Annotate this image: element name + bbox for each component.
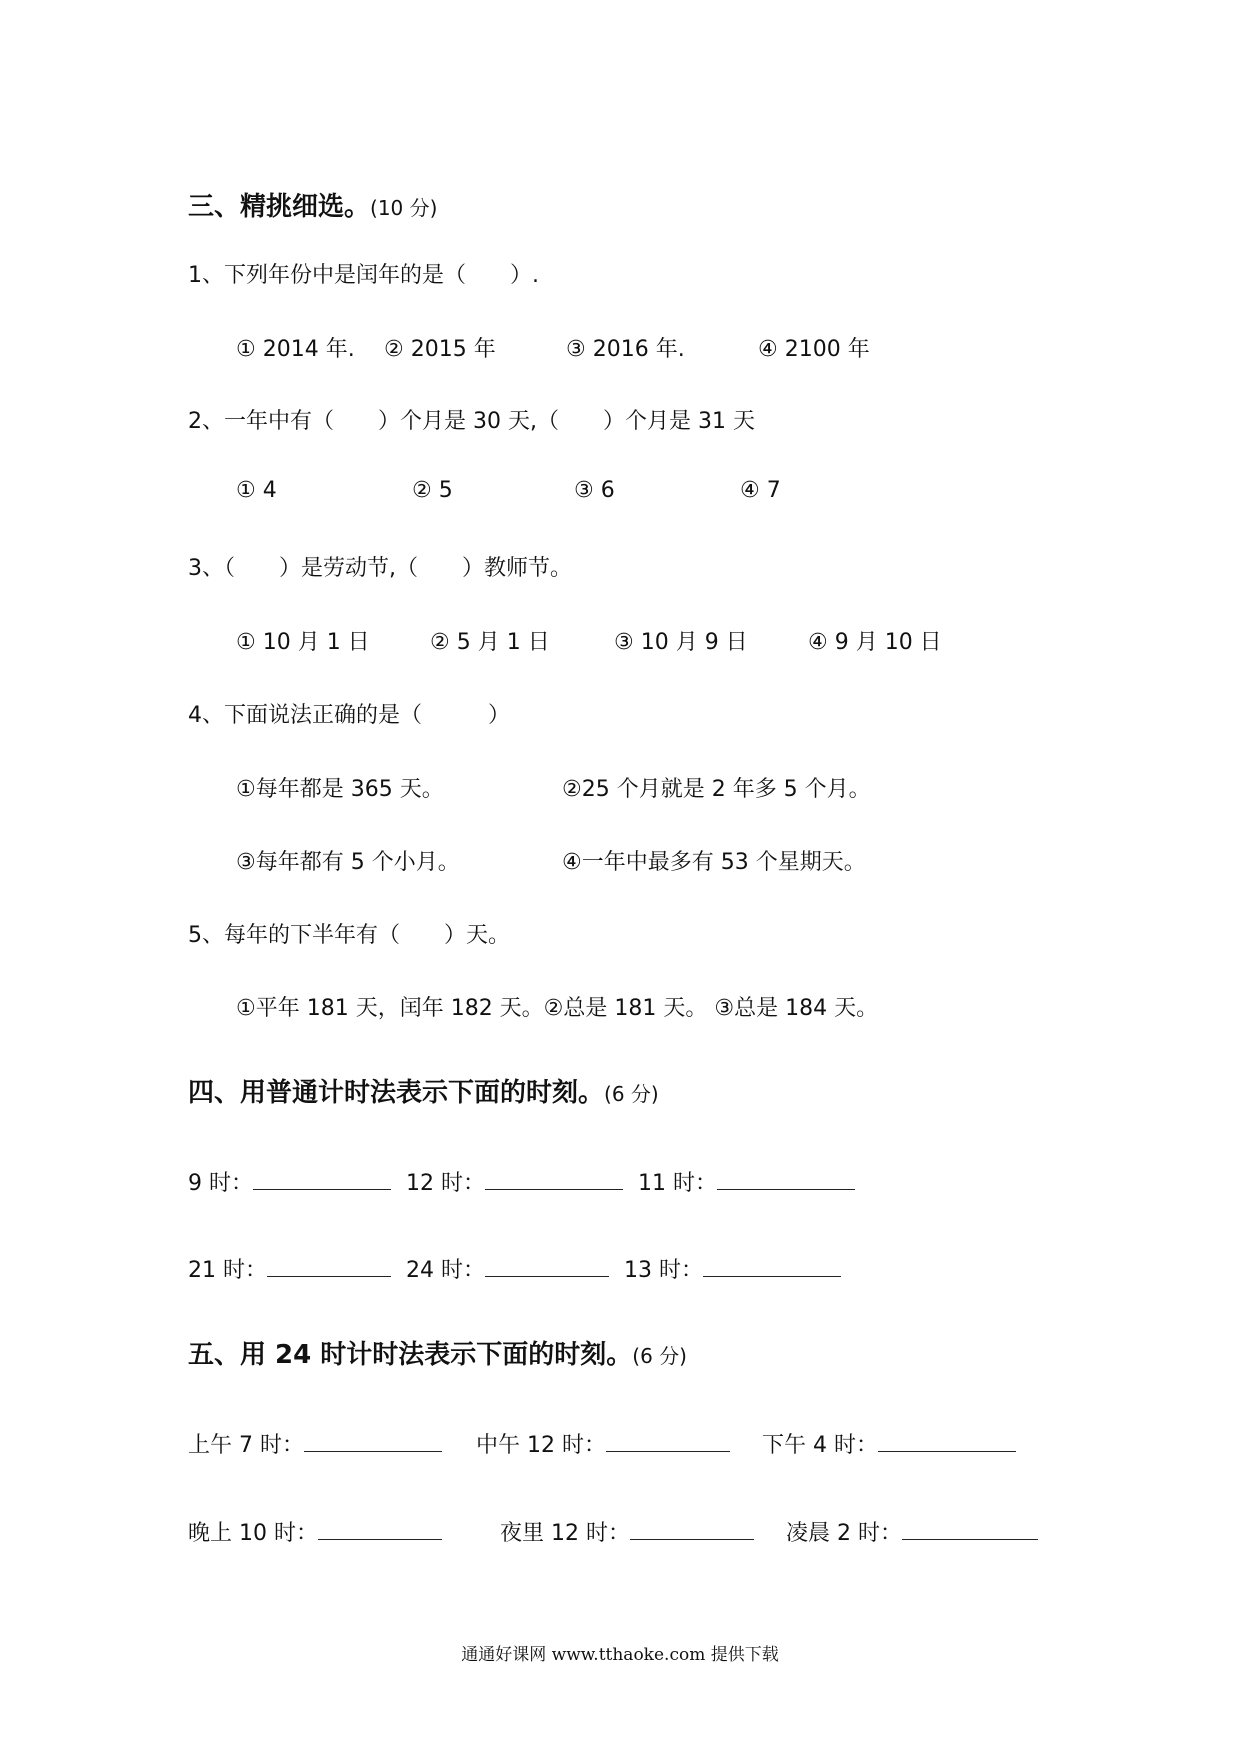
- section4-item-2: [406, 1166, 623, 1197]
- section5-title: 五、用 24 时计时法表示下面的时刻。: [188, 1340, 633, 1370]
- section3-points: (10 分): [370, 196, 438, 220]
- q2-option-3: ③ 6: [574, 478, 615, 503]
- section5-heading: [188, 1334, 687, 1371]
- question-1: 1、下列年份中是闰年的是（ ）.: [188, 263, 539, 288]
- q2-option-4: ④ 7: [740, 478, 781, 503]
- answer-blank[interactable]: [878, 1431, 1016, 1452]
- section4-item-4-label: 21 时：: [188, 1258, 267, 1283]
- q1-option-2: ② 2015 年: [384, 337, 496, 362]
- section3-heading: [188, 186, 437, 223]
- section3-title: 三、精挑细选。: [188, 192, 371, 222]
- q1-option-3: ③ 2016 年.: [566, 337, 685, 362]
- q2-option-1: ① 4: [236, 478, 277, 503]
- question-5: 5、每年的下半年有（ ）天。: [188, 923, 510, 948]
- section4-item-1-label: 9 时：: [188, 1171, 253, 1196]
- q3-option-1: ① 10 月 1 日: [236, 630, 370, 655]
- q4-option-3: ③每年都有 5 个小月。: [236, 850, 460, 875]
- section4-item-6-label: 13 时：: [624, 1258, 703, 1283]
- answer-blank[interactable]: [902, 1519, 1038, 1540]
- section5-item-1-label: 上午 7 时：: [188, 1433, 304, 1458]
- question-2: 2、一年中有（ ）个月是 30 天,（ ）个月是 31 天: [188, 409, 755, 434]
- section4-item-2-label: 12 时：: [406, 1171, 485, 1196]
- q1-option-1: ① 2014 年.: [236, 337, 355, 362]
- q2-option-2: ② 5: [412, 478, 453, 503]
- question-3: 3、（ ）是劳动节,（ ）教师节。: [188, 556, 572, 581]
- section4-title: 四、用普通计时法表示下面的时刻。: [188, 1078, 605, 1108]
- section4-item-1: [188, 1166, 391, 1197]
- section4-points: (6 分): [604, 1082, 659, 1106]
- answer-blank[interactable]: [267, 1256, 391, 1277]
- section5-item-2: [476, 1428, 730, 1459]
- section5-item-5-label: 夜里 12 时：: [500, 1521, 630, 1546]
- answer-blank[interactable]: [630, 1519, 754, 1540]
- q4-option-4: ④一年中最多有 53 个星期天。: [562, 850, 866, 875]
- q1-option-4: ④ 2100 年: [758, 337, 870, 362]
- answer-blank[interactable]: [304, 1431, 442, 1452]
- section4-item-5: [406, 1253, 609, 1284]
- question-4: 4、下面说法正确的是（ ）: [188, 703, 510, 728]
- section5-item-2-label: 中午 12 时：: [476, 1433, 606, 1458]
- q4-option-1: ①每年都是 365 天。: [236, 777, 444, 802]
- section5-item-4-label: 晚上 10 时：: [188, 1521, 318, 1546]
- answer-blank[interactable]: [318, 1519, 442, 1540]
- section4-item-6: [624, 1253, 841, 1284]
- q5-options: ①平年 181 天，闰年 182 天。②总是 181 天。 ③总是 184 天。: [236, 996, 879, 1021]
- answer-blank[interactable]: [485, 1256, 609, 1277]
- section5-item-4: [188, 1516, 442, 1547]
- section4-item-3-label: 11 时：: [638, 1171, 717, 1196]
- section4-item-5-label: 24 时：: [406, 1258, 485, 1283]
- answer-blank[interactable]: [717, 1169, 855, 1190]
- section4-heading: [188, 1072, 659, 1109]
- section5-item-6-label: 凌晨 2 时：: [786, 1521, 902, 1546]
- footer-credit: 通通好课网 www.tthaoke.com 提供下载: [461, 1645, 779, 1665]
- q4-option-2: ②25 个月就是 2 年多 5 个月。: [562, 777, 871, 802]
- answer-blank[interactable]: [253, 1169, 391, 1190]
- section4-item-4: [188, 1253, 391, 1284]
- section5-item-6: [786, 1516, 1038, 1547]
- section4-item-3: [638, 1166, 855, 1197]
- q3-option-2: ② 5 月 1 日: [430, 630, 550, 655]
- section5-item-3: [762, 1428, 1016, 1459]
- answer-blank[interactable]: [703, 1256, 841, 1277]
- section5-item-1: [188, 1428, 442, 1459]
- q3-option-4: ④ 9 月 10 日: [808, 630, 942, 655]
- section5-points: (6 分): [632, 1344, 687, 1368]
- answer-blank[interactable]: [606, 1431, 730, 1452]
- answer-blank[interactable]: [485, 1169, 623, 1190]
- section5-item-3-label: 下午 4 时：: [762, 1433, 878, 1458]
- q3-option-3: ③ 10 月 9 日: [614, 630, 748, 655]
- section5-item-5: [500, 1516, 754, 1547]
